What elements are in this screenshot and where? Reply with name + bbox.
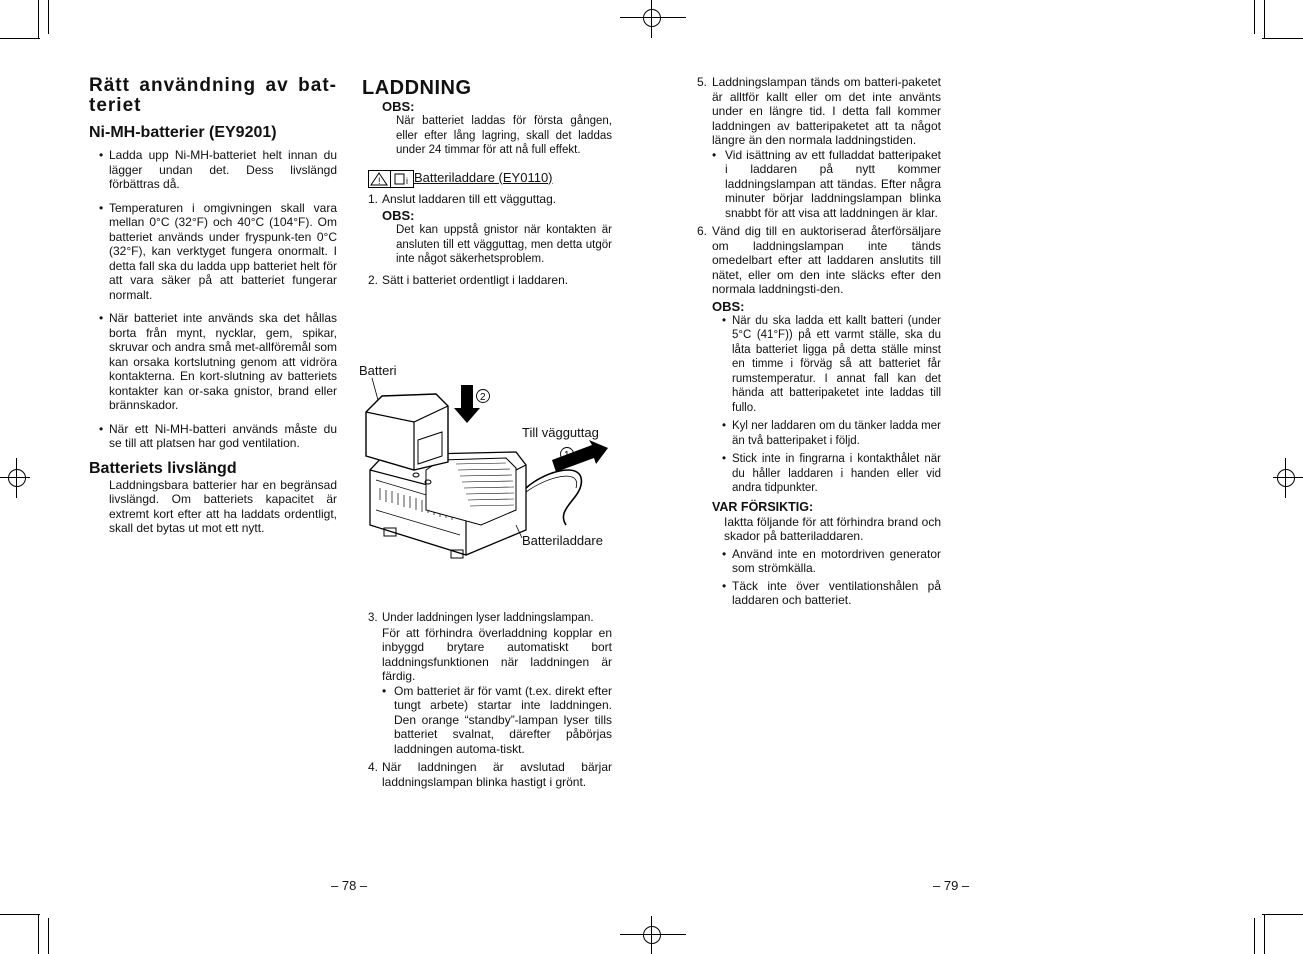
svg-text:i: i [406,175,408,186]
caution-label: VAR FÖRSIKTIG: [712,499,814,514]
warning-icon [368,170,414,188]
step-2: 2. Sätt i batteriet ordentligt i laddaren. [368,272,569,287]
bullet-item: • När batteriet inte används ska det hållas borta från mynt, nycklar, gem, spikar, skruvar och andra små met-allföremål som kan orsaka kortslutning genom att vidröra kontakterna. En kort-slutning av batteriets kontakter kan or-saka gnistor, brand eller brännskador. [99,311,337,413]
crop-mark [1264,914,1265,954]
step-5: 5. Laddningslampan tänds om batteri-paketet är alltför kallt eller om det inte använts under en längre tid. I detta fall kommer laddningen av batteripaketet att ta något längre än den normala laddningstiden. [697,75,941,147]
figure-label-till-vagguttag: Till vägguttag [522,425,599,440]
crop-mark [48,0,49,34]
step-5-text: Laddningslampan tänds om batteri-paketet är alltför kallt eller om det inte använts under en längre tid. I detta fall kommer laddningen av batteripaketet att ta något längre än den normala laddningstiden. [712,75,941,147]
registration-circle [1277,469,1295,487]
crop-mark [0,914,40,915]
life-text: Laddningsbara batterier har en begränsad livslängd. Om batteriets kapacitet är extremt kort efter att ha laddats ordentligt, skall det bytas ut mot ett nytt. [109,477,337,535]
crop-mark [38,0,39,38]
obs-bullet: • Stick inte in fingrarna i kontakthålet när du håller laddaren i handen eller vid andra tidpunkter. [722,452,941,496]
obs-bullet: • Kyl ner laddaren om du tänker ladda mer än två batteripaket i följd. [722,419,941,448]
step-4: 4. När laddningen är avslutad bärjar laddningslampan blinka hastigt i grönt. [368,760,612,789]
step-1-text: Anslut laddaren till ett vägguttag. [382,191,557,206]
caution-bullet: • Använd inte en motordriven generator som strömkälla. [722,547,941,576]
step-4-text: När laddningen är avslutad bärjar laddningslampan blinka hastigt i grönt. [382,760,612,789]
middle-column-bottom [362,611,612,789]
charger-heading-row [362,170,612,188]
step-5-bullet: • Vid isättning av ett fulladdat batteripaket i laddaren på nytt kommer laddningslampan att tändas. Efter några minuter börjar laddningslampan blinka snabbt för att visa att laddningen är klar. [712,148,941,221]
section-title: LADDNING [362,77,472,99]
middle-column-top [362,78,612,287]
crop-mark [1264,0,1265,38]
registration-circle [8,469,26,487]
bullet-item: • Ladda upp Ni-MH-batteriet helt innan du lägger undan det. Dess livslängd förbättras då. [99,148,337,192]
subsection-title: Batteriets livslängd [89,459,237,477]
obs-bullet: • När du ska ladda ett kallt batteri (under 5°C (41°F)) på ett varmt ställe, ska du låta batteriet ligga på detta ställe minst en timme i förväg så att batteriet får rumstemperatur. I annat fall kan det hända att batteripaketet inte laddas till fullo. [722,314,941,416]
step-3-text: För att förhindra överladdning kopplar en inbyggd brytare automatiskt bort laddningsfunktionen när laddningen är färdig. [382,625,612,683]
subsection-title: Ni-MH-batterier (EY9201) [89,124,277,141]
figure-number-2: 2 [480,392,486,403]
section-title: Rätt användning av bat-teriet [89,75,337,116]
caution-text: Iaktta följande för att förhindra brand och skador på batteriladdaren. [724,514,941,543]
obs-label: OBS: [382,208,415,223]
charger-heading: Batteriladdare (EY0110) [414,169,553,185]
crop-mark [1254,918,1255,954]
page-number-right: – 79 – [933,878,970,893]
bullet-item: • Temperaturen i omgivningen skall vara mellan 0°C (32°F) och 40°C (104°F). Om batteriet används under fryspunk-ten 0°C (32°F), kan verktyget fungera onormalt. I detta fall ska du ladda upp batteriet helt för att vara säker på att batteriet fungerar normalt. [99,201,337,303]
registration-circle [643,926,661,944]
crop-mark [1254,0,1255,34]
obs-text: När batteriet laddas för första gången, eller efter lång lagring, skall det laddas under 24 timmar för att nå full effekt. [396,115,612,156]
step-6-text: Vänd dig till en auktoriserad återförsäljare om laddningslampan inte tänds omedelbart efter att laddaren anslutits till nätet, eller om den inte släcks efter den normala laddningsti-den. [712,224,941,296]
figure-label-batteriladdare: Batteriladdare [522,533,603,548]
step-3-title: Under laddningen lyser laddningslampan. [382,612,594,624]
step-6: 6. Vänd dig till en auktoriserad återförsäljare om laddningslampan inte tänds omedelbart efter att laddaren anslutits till nätet, eller om den inte släcks efter den normala laddningsti-den. [697,224,941,296]
caution-bullet: • Täck inte över ventilationshålen på laddaren och batteriet. [722,579,941,608]
svg-text:!: ! [378,175,381,186]
step-3: 3. Under laddningen lyser laddningslampan. [368,612,594,624]
figure-number-1: 1 [564,450,570,461]
obs-label: OBS: [712,298,745,314]
bullet-item: • När ett Ni-MH-batteri används måste du se till att platsen har god ventilation. [99,422,337,451]
registration-circle [643,9,661,27]
obs-label: OBS: [382,99,415,114]
obs-text: Det kan uppstå gnistor när kontakten är ansluten till ett vägguttag, men detta utgör inte något säkerhetsproblem. [396,224,612,265]
crop-mark [0,38,40,39]
crop-mark [1262,914,1303,915]
step-1: 1. Anslut laddaren till ett vägguttag. [368,191,557,206]
step-2-text: Sätt i batteriet ordentligt i laddaren. [382,272,569,287]
left-column [89,76,337,536]
crop-mark [38,914,39,954]
step-3-bullet: • Om batteriet är för vamt (t.ex. direkt efter tungt arbete) startar inte laddningen. Den orange “standby”-lampan lyser tills batteriet svalnat, därefter påbörjas laddningen automa-tiskt. [382,684,612,757]
page-number-left: – 78 – [331,878,368,893]
figure-label-batteri: Batteri [359,363,397,378]
crop-mark [48,918,49,954]
right-column [697,75,941,608]
crop-mark [1262,38,1303,39]
